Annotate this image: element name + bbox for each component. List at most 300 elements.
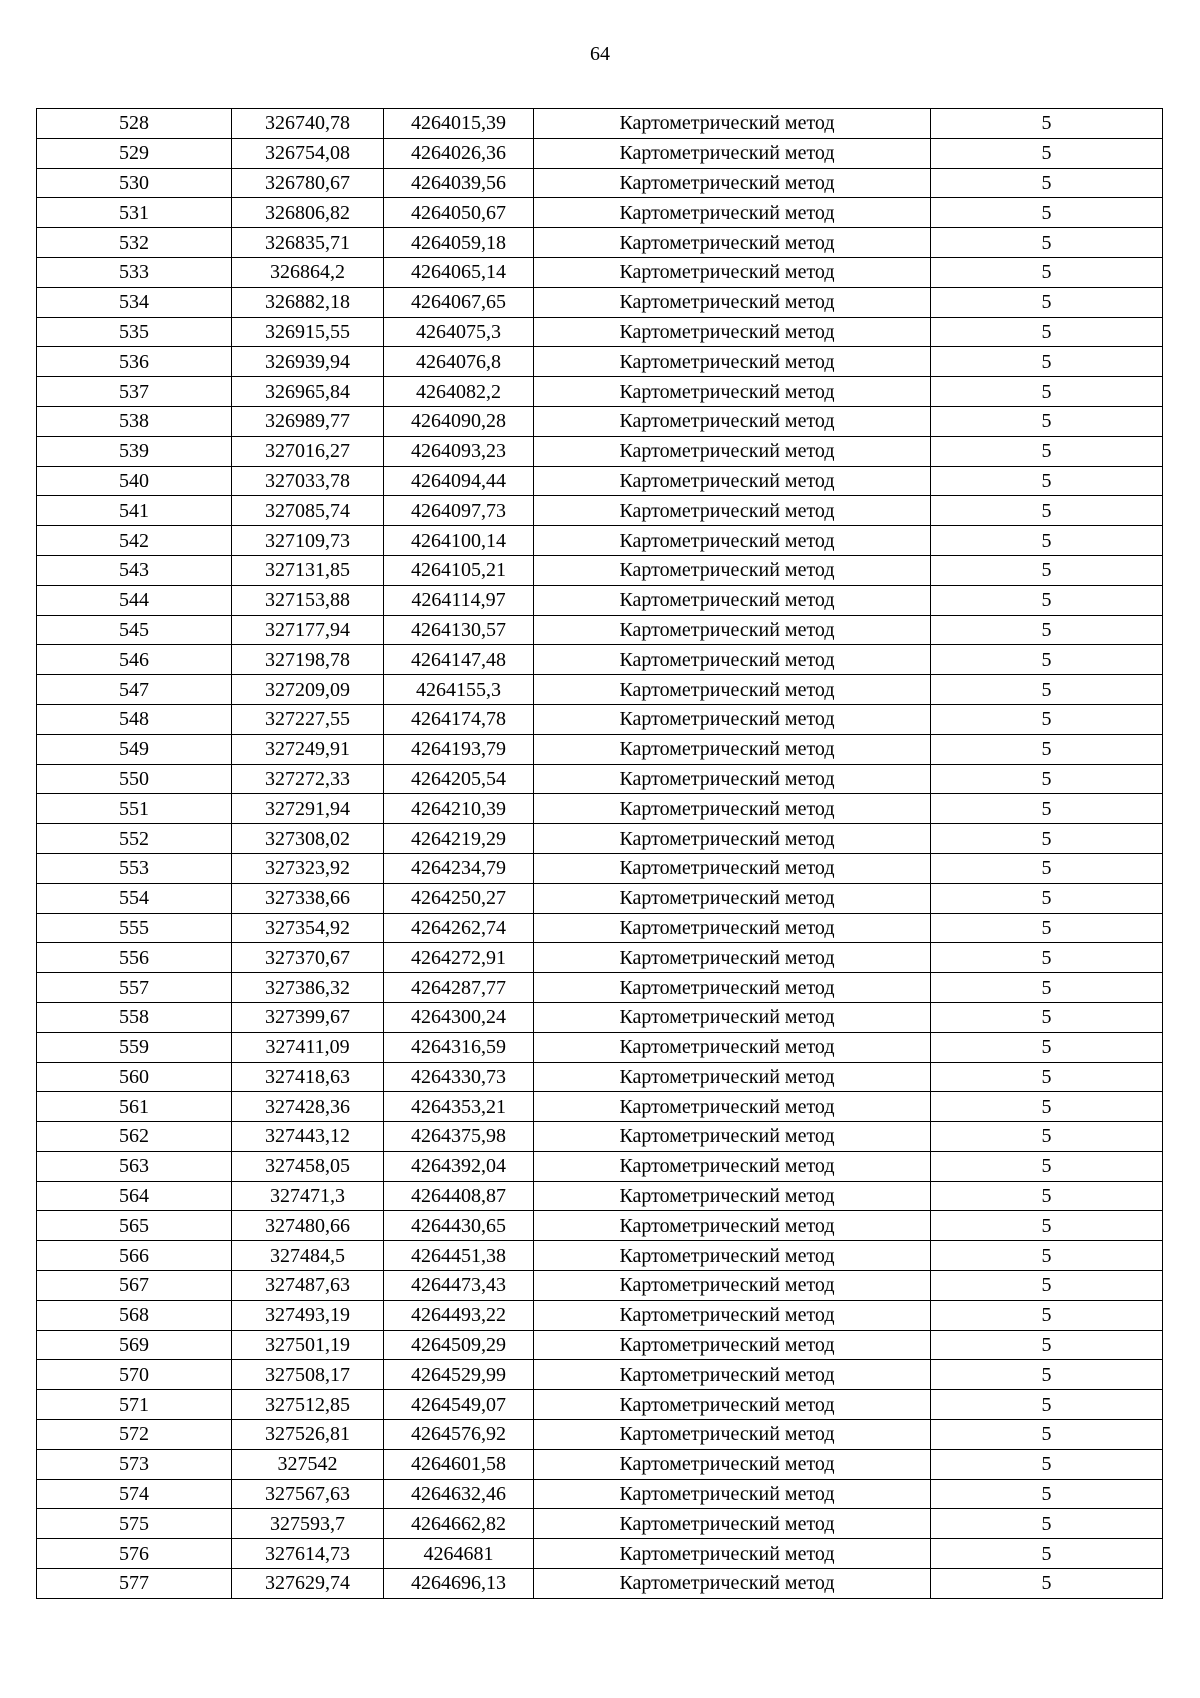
method-cell: Картометрический метод	[534, 973, 931, 1003]
y-coordinate-cell: 4264375,98	[384, 1122, 534, 1152]
y-coordinate-cell: 4264097,73	[384, 496, 534, 526]
accuracy-cell: 5	[931, 138, 1163, 168]
method-cell: Картометрический метод	[534, 1449, 931, 1479]
accuracy-cell: 5	[931, 943, 1163, 973]
x-coordinate-cell: 327153,88	[232, 585, 384, 615]
table-row	[37, 406, 1163, 436]
point-number-cell: 557	[37, 973, 232, 1003]
table-row	[37, 1479, 1163, 1509]
y-coordinate-cell: 4264174,78	[384, 704, 534, 734]
y-coordinate-cell: 4264601,58	[384, 1449, 534, 1479]
accuracy-cell: 5	[931, 1122, 1163, 1152]
point-number-cell: 533	[37, 257, 232, 287]
table-row	[37, 883, 1163, 913]
table-row	[37, 913, 1163, 943]
table-row	[37, 1241, 1163, 1271]
x-coordinate-cell: 327272,33	[232, 764, 384, 794]
method-cell: Картометрический метод	[534, 824, 931, 854]
table-row	[37, 1509, 1163, 1539]
table-row	[37, 645, 1163, 675]
y-coordinate-cell: 4264430,65	[384, 1211, 534, 1241]
y-coordinate-cell: 4264272,91	[384, 943, 534, 973]
table-row	[37, 1181, 1163, 1211]
accuracy-cell: 5	[931, 1181, 1163, 1211]
accuracy-cell: 5	[931, 1569, 1163, 1599]
accuracy-cell: 5	[931, 526, 1163, 556]
method-cell: Картометрический метод	[534, 704, 931, 734]
table-row	[37, 317, 1163, 347]
y-coordinate-cell: 4264493,22	[384, 1300, 534, 1330]
method-cell: Картометрический метод	[534, 883, 931, 913]
x-coordinate-cell: 326806,82	[232, 198, 384, 228]
point-number-cell: 529	[37, 138, 232, 168]
point-number-cell: 571	[37, 1390, 232, 1420]
y-coordinate-cell: 4264130,57	[384, 615, 534, 645]
y-coordinate-cell: 4264330,73	[384, 1062, 534, 1092]
accuracy-cell: 5	[931, 1271, 1163, 1301]
point-number-cell: 550	[37, 764, 232, 794]
y-coordinate-cell: 4264681	[384, 1539, 534, 1569]
method-cell: Картометрический метод	[534, 1092, 931, 1122]
method-cell: Картометрический метод	[534, 138, 931, 168]
point-number-cell: 548	[37, 704, 232, 734]
accuracy-cell: 5	[931, 973, 1163, 1003]
table-row	[37, 704, 1163, 734]
method-cell: Картометрический метод	[534, 853, 931, 883]
table-row	[37, 853, 1163, 883]
point-number-cell: 575	[37, 1509, 232, 1539]
coordinates-table	[36, 108, 1163, 1599]
method-cell: Картометрический метод	[534, 585, 931, 615]
table-row	[37, 1569, 1163, 1599]
y-coordinate-cell: 4264093,23	[384, 436, 534, 466]
point-number-cell: 549	[37, 734, 232, 764]
x-coordinate-cell: 327338,66	[232, 883, 384, 913]
point-number-cell: 530	[37, 168, 232, 198]
point-number-cell: 566	[37, 1241, 232, 1271]
point-number-cell: 555	[37, 913, 232, 943]
x-coordinate-cell: 327370,67	[232, 943, 384, 973]
x-coordinate-cell: 327614,73	[232, 1539, 384, 1569]
y-coordinate-cell: 4264067,65	[384, 287, 534, 317]
method-cell: Картометрический метод	[534, 1032, 931, 1062]
table-row	[37, 526, 1163, 556]
method-cell: Картометрический метод	[534, 168, 931, 198]
accuracy-cell: 5	[931, 228, 1163, 258]
x-coordinate-cell: 327291,94	[232, 794, 384, 824]
accuracy-cell: 5	[931, 585, 1163, 615]
accuracy-cell: 5	[931, 198, 1163, 228]
x-coordinate-cell: 327487,63	[232, 1271, 384, 1301]
accuracy-cell: 5	[931, 1300, 1163, 1330]
accuracy-cell: 5	[931, 913, 1163, 943]
table-row	[37, 973, 1163, 1003]
table-row	[37, 1420, 1163, 1450]
table-row	[37, 585, 1163, 615]
method-cell: Картометрический метод	[534, 1122, 931, 1152]
method-cell: Картометрический метод	[534, 1181, 931, 1211]
point-number-cell: 573	[37, 1449, 232, 1479]
accuracy-cell: 5	[931, 1211, 1163, 1241]
x-coordinate-cell: 327033,78	[232, 466, 384, 496]
method-cell: Картометрический метод	[534, 1300, 931, 1330]
table-row	[37, 1449, 1163, 1479]
x-coordinate-cell: 326915,55	[232, 317, 384, 347]
x-coordinate-cell: 326740,78	[232, 109, 384, 139]
method-cell: Картометрический метод	[534, 1151, 931, 1181]
method-cell: Картометрический метод	[534, 645, 931, 675]
method-cell: Картометрический метод	[534, 1211, 931, 1241]
method-cell: Картометрический метод	[534, 615, 931, 645]
point-number-cell: 572	[37, 1420, 232, 1450]
accuracy-cell: 5	[931, 734, 1163, 764]
table-row	[37, 824, 1163, 854]
y-coordinate-cell: 4264316,59	[384, 1032, 534, 1062]
method-cell: Картометрический метод	[534, 1569, 931, 1599]
x-coordinate-cell: 327629,74	[232, 1569, 384, 1599]
coordinates-table-body	[37, 109, 1163, 1599]
table-row	[37, 1122, 1163, 1152]
table-row	[37, 794, 1163, 824]
method-cell: Картометрический метод	[534, 794, 931, 824]
method-cell: Картометрический метод	[534, 466, 931, 496]
point-number-cell: 546	[37, 645, 232, 675]
y-coordinate-cell: 4264250,27	[384, 883, 534, 913]
point-number-cell: 568	[37, 1300, 232, 1330]
point-number-cell: 551	[37, 794, 232, 824]
accuracy-cell: 5	[931, 1420, 1163, 1450]
point-number-cell: 543	[37, 555, 232, 585]
point-number-cell: 556	[37, 943, 232, 973]
x-coordinate-cell: 327399,67	[232, 1002, 384, 1032]
table-row	[37, 675, 1163, 705]
table-row	[37, 764, 1163, 794]
point-number-cell: 567	[37, 1271, 232, 1301]
accuracy-cell: 5	[931, 1002, 1163, 1032]
x-coordinate-cell: 327227,55	[232, 704, 384, 734]
point-number-cell: 563	[37, 1151, 232, 1181]
accuracy-cell: 5	[931, 377, 1163, 407]
accuracy-cell: 5	[931, 109, 1163, 139]
point-number-cell: 562	[37, 1122, 232, 1152]
x-coordinate-cell: 327354,92	[232, 913, 384, 943]
y-coordinate-cell: 4264509,29	[384, 1330, 534, 1360]
y-coordinate-cell: 4264408,87	[384, 1181, 534, 1211]
point-number-cell: 542	[37, 526, 232, 556]
method-cell: Картометрический метод	[534, 347, 931, 377]
y-coordinate-cell: 4264015,39	[384, 109, 534, 139]
x-coordinate-cell: 327593,7	[232, 1509, 384, 1539]
x-coordinate-cell: 327501,19	[232, 1330, 384, 1360]
y-coordinate-cell: 4264662,82	[384, 1509, 534, 1539]
x-coordinate-cell: 326835,71	[232, 228, 384, 258]
accuracy-cell: 5	[931, 704, 1163, 734]
accuracy-cell: 5	[931, 347, 1163, 377]
y-coordinate-cell: 4264094,44	[384, 466, 534, 496]
method-cell: Картометрический метод	[534, 1539, 931, 1569]
table-row	[37, 466, 1163, 496]
method-cell: Картометрический метод	[534, 198, 931, 228]
y-coordinate-cell: 4264155,3	[384, 675, 534, 705]
point-number-cell: 537	[37, 377, 232, 407]
x-coordinate-cell: 326882,18	[232, 287, 384, 317]
table-row	[37, 734, 1163, 764]
y-coordinate-cell: 4264090,28	[384, 406, 534, 436]
x-coordinate-cell: 326939,94	[232, 347, 384, 377]
method-cell: Картометрический метод	[534, 317, 931, 347]
x-coordinate-cell: 326989,77	[232, 406, 384, 436]
method-cell: Картометрический метод	[534, 1420, 931, 1450]
x-coordinate-cell: 326864,2	[232, 257, 384, 287]
point-number-cell: 535	[37, 317, 232, 347]
x-coordinate-cell: 327493,19	[232, 1300, 384, 1330]
table-row	[37, 1092, 1163, 1122]
table-row	[37, 287, 1163, 317]
x-coordinate-cell: 327177,94	[232, 615, 384, 645]
x-coordinate-cell: 327418,63	[232, 1062, 384, 1092]
accuracy-cell: 5	[931, 1509, 1163, 1539]
y-coordinate-cell: 4264210,39	[384, 794, 534, 824]
method-cell: Картометрический метод	[534, 764, 931, 794]
table-row	[37, 1002, 1163, 1032]
method-cell: Картометрический метод	[534, 496, 931, 526]
accuracy-cell: 5	[931, 168, 1163, 198]
y-coordinate-cell: 4264105,21	[384, 555, 534, 585]
point-number-cell: 577	[37, 1569, 232, 1599]
table-row	[37, 1151, 1163, 1181]
table-row	[37, 1539, 1163, 1569]
y-coordinate-cell: 4264576,92	[384, 1420, 534, 1450]
accuracy-cell: 5	[931, 1449, 1163, 1479]
accuracy-cell: 5	[931, 1241, 1163, 1271]
x-coordinate-cell: 327484,5	[232, 1241, 384, 1271]
y-coordinate-cell: 4264193,79	[384, 734, 534, 764]
y-coordinate-cell: 4264451,38	[384, 1241, 534, 1271]
method-cell: Картометрический метод	[534, 1241, 931, 1271]
x-coordinate-cell: 327542	[232, 1449, 384, 1479]
x-coordinate-cell: 327428,36	[232, 1092, 384, 1122]
table-row	[37, 198, 1163, 228]
point-number-cell: 559	[37, 1032, 232, 1062]
point-number-cell: 541	[37, 496, 232, 526]
table-row	[37, 1360, 1163, 1390]
y-coordinate-cell: 4264059,18	[384, 228, 534, 258]
y-coordinate-cell: 4264549,07	[384, 1390, 534, 1420]
table-row	[37, 109, 1163, 139]
accuracy-cell: 5	[931, 883, 1163, 913]
x-coordinate-cell: 327512,85	[232, 1390, 384, 1420]
method-cell: Картометрический метод	[534, 109, 931, 139]
point-number-cell: 560	[37, 1062, 232, 1092]
accuracy-cell: 5	[931, 466, 1163, 496]
x-coordinate-cell: 327443,12	[232, 1122, 384, 1152]
point-number-cell: 570	[37, 1360, 232, 1390]
accuracy-cell: 5	[931, 436, 1163, 466]
method-cell: Картометрический метод	[534, 675, 931, 705]
x-coordinate-cell: 327567,63	[232, 1479, 384, 1509]
point-number-cell: 574	[37, 1479, 232, 1509]
point-number-cell: 552	[37, 824, 232, 854]
point-number-cell: 538	[37, 406, 232, 436]
table-row	[37, 555, 1163, 585]
x-coordinate-cell: 326780,67	[232, 168, 384, 198]
x-coordinate-cell: 326965,84	[232, 377, 384, 407]
method-cell: Картометрический метод	[534, 257, 931, 287]
accuracy-cell: 5	[931, 1032, 1163, 1062]
x-coordinate-cell: 327198,78	[232, 645, 384, 675]
table-row	[37, 1300, 1163, 1330]
point-number-cell: 532	[37, 228, 232, 258]
accuracy-cell: 5	[931, 1062, 1163, 1092]
y-coordinate-cell: 4264219,29	[384, 824, 534, 854]
method-cell: Картометрический метод	[534, 1479, 931, 1509]
table-row	[37, 168, 1163, 198]
table-row	[37, 228, 1163, 258]
point-number-cell: 558	[37, 1002, 232, 1032]
x-coordinate-cell: 327131,85	[232, 555, 384, 585]
y-coordinate-cell: 4264076,8	[384, 347, 534, 377]
x-coordinate-cell: 327249,91	[232, 734, 384, 764]
table-row	[37, 347, 1163, 377]
x-coordinate-cell: 327526,81	[232, 1420, 384, 1450]
table-row	[37, 436, 1163, 466]
y-coordinate-cell: 4264473,43	[384, 1271, 534, 1301]
y-coordinate-cell: 4264392,04	[384, 1151, 534, 1181]
accuracy-cell: 5	[931, 1330, 1163, 1360]
table-row	[37, 1211, 1163, 1241]
method-cell: Картометрический метод	[534, 1330, 931, 1360]
x-coordinate-cell: 327016,27	[232, 436, 384, 466]
table-row	[37, 257, 1163, 287]
accuracy-cell: 5	[931, 1151, 1163, 1181]
point-number-cell: 544	[37, 585, 232, 615]
accuracy-cell: 5	[931, 1092, 1163, 1122]
accuracy-cell: 5	[931, 764, 1163, 794]
y-coordinate-cell: 4264147,48	[384, 645, 534, 675]
y-coordinate-cell: 4264114,97	[384, 585, 534, 615]
method-cell: Картометрический метод	[534, 228, 931, 258]
method-cell: Картометрический метод	[534, 1390, 931, 1420]
point-number-cell: 531	[37, 198, 232, 228]
table-row	[37, 615, 1163, 645]
table-row	[37, 138, 1163, 168]
method-cell: Картометрический метод	[534, 526, 931, 556]
y-coordinate-cell: 4264082,2	[384, 377, 534, 407]
y-coordinate-cell: 4264026,36	[384, 138, 534, 168]
method-cell: Картометрический метод	[534, 734, 931, 764]
accuracy-cell: 5	[931, 406, 1163, 436]
y-coordinate-cell: 4264353,21	[384, 1092, 534, 1122]
table-row	[37, 1330, 1163, 1360]
method-cell: Картометрический метод	[534, 1271, 931, 1301]
x-coordinate-cell: 327386,32	[232, 973, 384, 1003]
y-coordinate-cell: 4264529,99	[384, 1360, 534, 1390]
accuracy-cell: 5	[931, 496, 1163, 526]
point-number-cell: 528	[37, 109, 232, 139]
point-number-cell: 540	[37, 466, 232, 496]
x-coordinate-cell: 326754,08	[232, 138, 384, 168]
accuracy-cell: 5	[931, 1479, 1163, 1509]
accuracy-cell: 5	[931, 853, 1163, 883]
method-cell: Картометрический метод	[534, 913, 931, 943]
point-number-cell: 534	[37, 287, 232, 317]
table-row	[37, 943, 1163, 973]
x-coordinate-cell: 327508,17	[232, 1360, 384, 1390]
method-cell: Картометрический метод	[534, 1360, 931, 1390]
y-coordinate-cell: 4264205,54	[384, 764, 534, 794]
x-coordinate-cell: 327085,74	[232, 496, 384, 526]
y-coordinate-cell: 4264300,24	[384, 1002, 534, 1032]
accuracy-cell: 5	[931, 675, 1163, 705]
table-row	[37, 1390, 1163, 1420]
y-coordinate-cell: 4264632,46	[384, 1479, 534, 1509]
x-coordinate-cell: 327109,73	[232, 526, 384, 556]
page-number: 64	[590, 43, 610, 65]
point-number-cell: 564	[37, 1181, 232, 1211]
point-number-cell: 554	[37, 883, 232, 913]
point-number-cell: 545	[37, 615, 232, 645]
method-cell: Картометрический метод	[534, 377, 931, 407]
method-cell: Картометрический метод	[534, 555, 931, 585]
y-coordinate-cell: 4264234,79	[384, 853, 534, 883]
accuracy-cell: 5	[931, 1539, 1163, 1569]
table-row	[37, 1271, 1163, 1301]
method-cell: Картометрический метод	[534, 1002, 931, 1032]
point-number-cell: 576	[37, 1539, 232, 1569]
x-coordinate-cell: 327471,3	[232, 1181, 384, 1211]
point-number-cell: 547	[37, 675, 232, 705]
y-coordinate-cell: 4264050,67	[384, 198, 534, 228]
method-cell: Картометрический метод	[534, 1062, 931, 1092]
y-coordinate-cell: 4264696,13	[384, 1569, 534, 1599]
x-coordinate-cell: 327323,92	[232, 853, 384, 883]
y-coordinate-cell: 4264262,74	[384, 913, 534, 943]
accuracy-cell: 5	[931, 794, 1163, 824]
x-coordinate-cell: 327458,05	[232, 1151, 384, 1181]
x-coordinate-cell: 327480,66	[232, 1211, 384, 1241]
accuracy-cell: 5	[931, 257, 1163, 287]
x-coordinate-cell: 327308,02	[232, 824, 384, 854]
y-coordinate-cell: 4264065,14	[384, 257, 534, 287]
table-row	[37, 1032, 1163, 1062]
method-cell: Картометрический метод	[534, 1509, 931, 1539]
table-row	[37, 377, 1163, 407]
table-row	[37, 1062, 1163, 1092]
accuracy-cell: 5	[931, 287, 1163, 317]
y-coordinate-cell: 4264075,3	[384, 317, 534, 347]
point-number-cell: 565	[37, 1211, 232, 1241]
method-cell: Картометрический метод	[534, 436, 931, 466]
accuracy-cell: 5	[931, 1390, 1163, 1420]
point-number-cell: 569	[37, 1330, 232, 1360]
point-number-cell: 561	[37, 1092, 232, 1122]
x-coordinate-cell: 327411,09	[232, 1032, 384, 1062]
method-cell: Картометрический метод	[534, 943, 931, 973]
accuracy-cell: 5	[931, 1360, 1163, 1390]
point-number-cell: 539	[37, 436, 232, 466]
method-cell: Картометрический метод	[534, 287, 931, 317]
point-number-cell: 536	[37, 347, 232, 377]
y-coordinate-cell: 4264100,14	[384, 526, 534, 556]
accuracy-cell: 5	[931, 317, 1163, 347]
method-cell: Картометрический метод	[534, 406, 931, 436]
y-coordinate-cell: 4264039,56	[384, 168, 534, 198]
x-coordinate-cell: 327209,09	[232, 675, 384, 705]
accuracy-cell: 5	[931, 615, 1163, 645]
accuracy-cell: 5	[931, 555, 1163, 585]
accuracy-cell: 5	[931, 824, 1163, 854]
table-row	[37, 496, 1163, 526]
